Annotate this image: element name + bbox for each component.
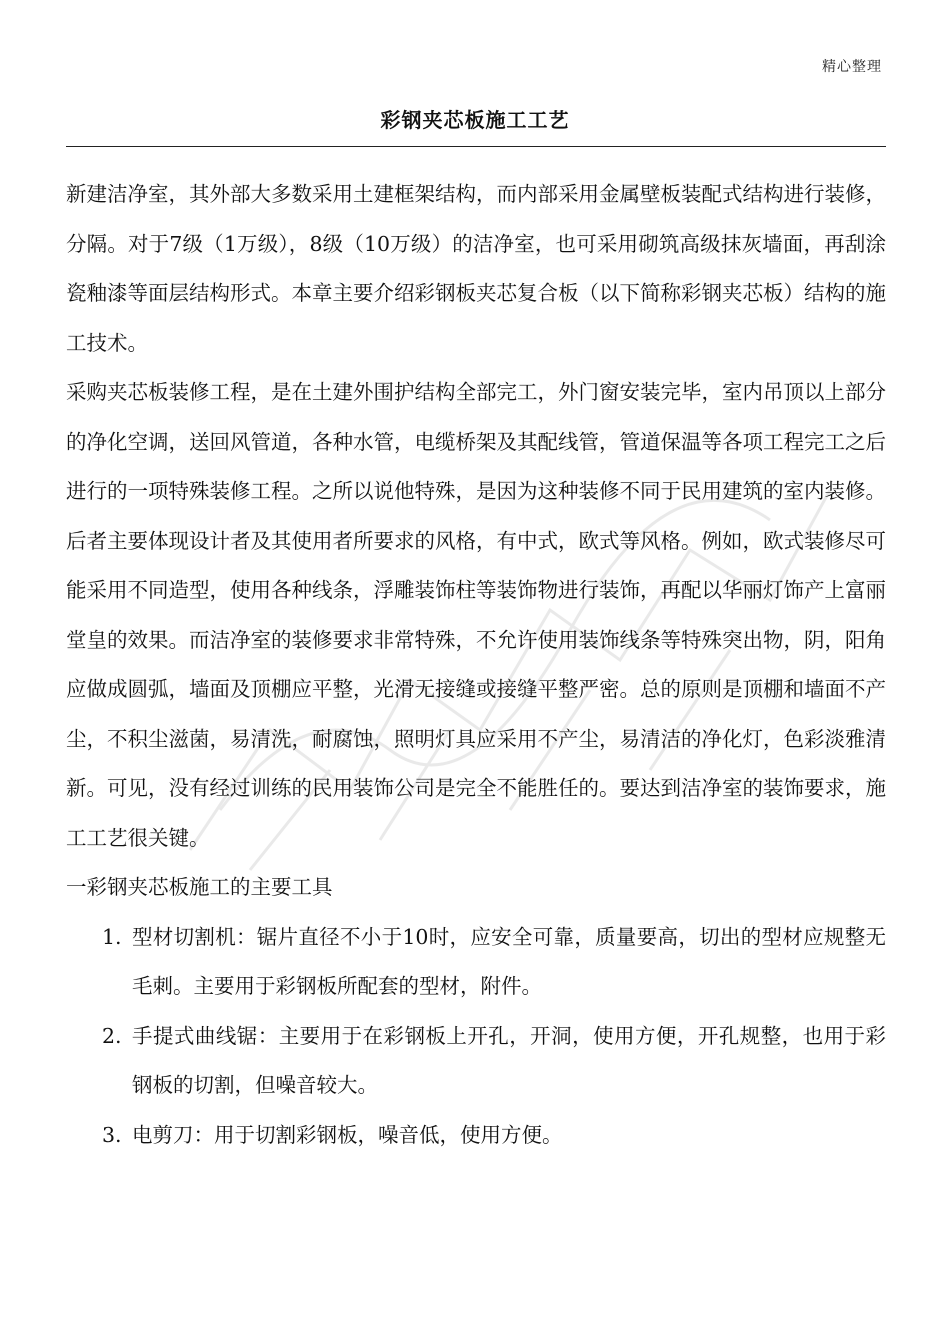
list-item-text: 型材切割机：锯片直径不小于10时，应安全可靠，质量要高，切出的型材应规整无毛刺。主要用于彩钢板所配套的型材，附件。 — [132, 924, 886, 998]
list-item — [66, 1012, 886, 1111]
list-item — [66, 1111, 886, 1161]
list-item-text: 手提式曲线锯：主要用于在彩钢板上开孔，开洞，使用方便，开孔规整，也用于彩钢板的切割，但噪音较大。 — [132, 1023, 886, 1097]
tools-list — [66, 913, 886, 1161]
list-item-text: 电剪刀：用于切割彩钢板，噪音低，使用方便。 — [132, 1122, 563, 1147]
title-divider — [66, 146, 886, 147]
paragraph-intro: 新建洁净室，其外部大多数采用土建框架结构，而内部采用金属壁板装配式结构进行装修，分隔。对于7级（1万级），8级（10万级）的洁净室，也可采用砌筑高级抹灰墙面，再刮涂瓷釉漆等面层结构形式。本章主要介绍彩钢板夹芯复合板（以下简称彩钢夹芯板）结构的施工技术。 — [66, 182, 886, 355]
document-body — [66, 170, 886, 1160]
list-number: 1. — [102, 924, 122, 949]
list-number: 3. — [102, 1122, 122, 1147]
section-heading: 一彩钢夹芯板施工的主要工具 — [66, 875, 333, 899]
header-note: 精心整理 — [822, 59, 882, 75]
list-item — [66, 913, 886, 1012]
paragraph-description: 采购夹芯板装修工程，是在土建外围护结构全部完工，外门窗安装完毕，室内吊顶以上部分的净化空调，送回风管道，各种水管，电缆桥架及其配线管，管道保温等各项工程完工之后进行的一项特殊装修工程。之所以说他特殊，是因为这种装修不同于民用建筑的室内装修。后者主要体现设计者及其使用者所要求的风格，有中式，欧式等风格。例如，欧式装修尽可能采用不同造型，使用各种线条，浮雕装饰柱等装饰物进行装饰，再配以华丽灯饰产上富丽堂皇的效果。而洁净室的装修要求非常特殊，不允许使用装饰线条等特殊突出物，阴，阳角应做成圆弧，墙面及顶棚应平整，光滑无接缝或接缝平整严密。总的原则是顶棚和墙面不产尘，不积尘滋菌，易清洗，耐腐蚀，照明灯具应采用不产尘，易清洁的净化灯，色彩淡雅清新。可见，没有经过训练的民用装饰公司是完全不能胜任的。要达到洁净室的装饰要求，施工工艺很关键。 — [66, 380, 886, 850]
list-number: 2. — [102, 1023, 122, 1048]
document-title: 彩钢夹芯板施工工艺 — [380, 108, 570, 132]
